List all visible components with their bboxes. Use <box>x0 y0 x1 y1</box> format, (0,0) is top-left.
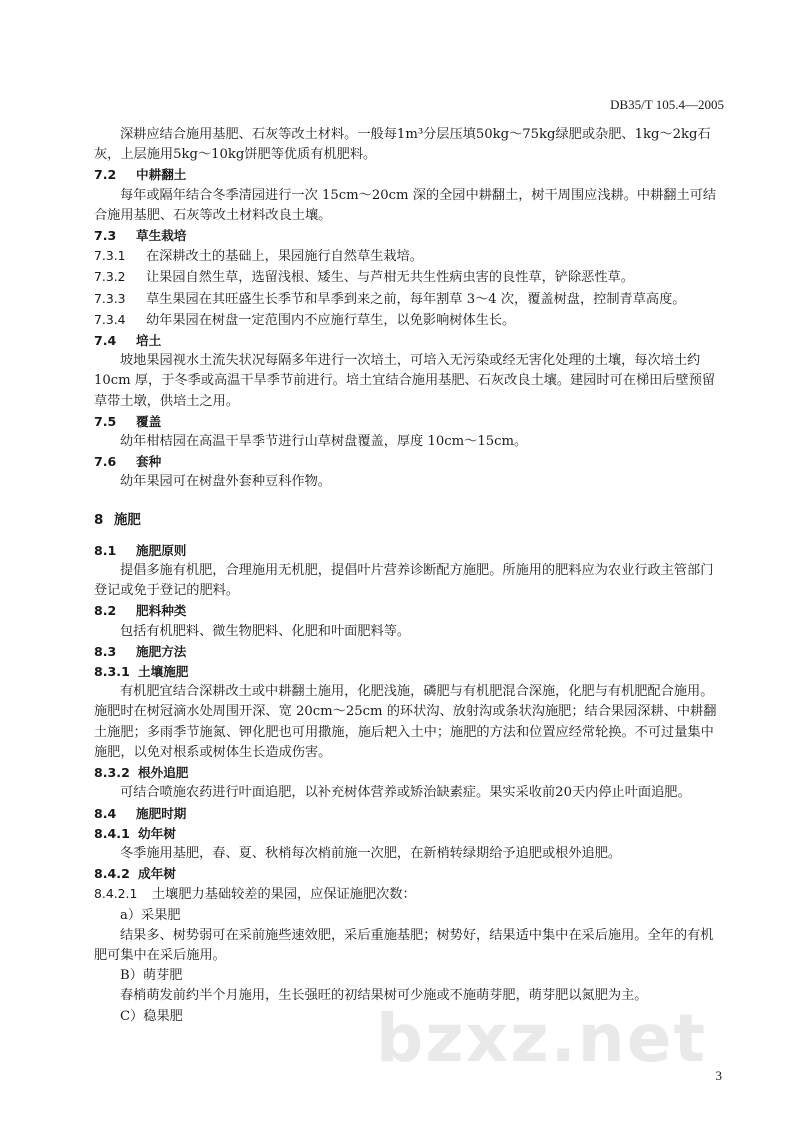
standard-code: DB35/T 105.4—2005 <box>610 97 724 112</box>
heading-8-3-2 <box>94 763 724 783</box>
clause-7-3-4 <box>94 310 724 331</box>
clause-number: 7.3.3 <box>94 290 126 306</box>
clause-text: 在深耕改土的基础上，果园施行自然草生栽培。 <box>146 249 423 265</box>
heading-8-3 <box>94 642 724 662</box>
heading-7-6 <box>94 452 724 472</box>
list-item-b-label: B）萌芽肥 <box>120 968 183 984</box>
clause-text: 土壤肥力基础较差的果园，应保证施肥次数： <box>152 887 416 903</box>
clause-7-3-1 <box>94 246 724 267</box>
clause-number: 7.3.4 <box>94 311 126 327</box>
heading-8-4 <box>94 804 724 824</box>
heading-7-3 <box>94 226 724 246</box>
clause-number: 7.3.1 <box>94 248 126 264</box>
list-item-a-label: a）采果肥 <box>120 907 181 923</box>
chapter-number: 8 <box>94 512 104 528</box>
section-number: 8.3.2 <box>94 765 130 781</box>
section-title: 施肥方法 <box>136 643 187 659</box>
paragraph-7-1-continued: 深耕应结合施用基肥、石灰等改土材料。一般每1m³分层压填50kg～75kg绿肥或杂肥、1kg～2kg石灰，上层施用5kg～10kg饼肥等优质有机肥料。 <box>94 127 711 163</box>
page-number: 3 <box>715 1068 722 1083</box>
heading-8-4-2 <box>94 864 724 884</box>
section-title: 套种 <box>136 454 162 470</box>
section-number: 7.2 <box>94 167 117 183</box>
paragraph-8-3-1: 有机肥宜结合深耕改土或中耕翻土施用，化肥浅施，磷肥与有机肥混合深施，化肥与有机肥配合施用。施肥时在树冠滴水处周围开深、宽 20cm～25cm 的环状沟、放射沟或条状沟施肥；结合果园深耕、中耕翻土施肥；多雨季节施氮、钾化肥也可用撒施，施后耙入土中；施肥的方法和位置应经常轮换。不可过量集中施肥，以免对根系或树体生长造成伤害。 <box>94 684 717 760</box>
list-item-b-text: 春梢萌发前约半个月施用，生长强旺的初结果树可少施或不施萌芽肥，萌芽肥以氮肥为主。 <box>120 988 648 1004</box>
paragraph-8-4-1: 冬季施用基肥，春、夏、秋梢每次梢前施一次肥，在新梢转绿期给予追肥或根外追肥。 <box>120 845 622 861</box>
clause-number: 8.4.2.1 <box>94 886 138 902</box>
section-title: 幼年树 <box>138 825 176 841</box>
section-number: 7.4 <box>94 333 117 349</box>
heading-8-4-1 <box>94 824 724 844</box>
section-number: 7.3 <box>94 228 117 244</box>
section-title: 根外追肥 <box>138 765 189 781</box>
paragraph-8-1: 提倡多施有机肥，合理施用无机肥，提倡叶片营养诊断配方施肥。所施用的肥料应为农业行政主管部门登记或免于登记的肥料。 <box>94 563 714 599</box>
clause-8-4-2-1 <box>94 884 724 905</box>
section-title: 草生栽培 <box>136 228 187 244</box>
section-title: 土壤施肥 <box>138 664 189 680</box>
clause-number: 7.3.2 <box>94 269 126 285</box>
section-number: 8.4.1 <box>94 825 130 841</box>
section-number: 8.1 <box>94 542 117 558</box>
section-number: 8.3 <box>94 643 117 659</box>
heading-7-4 <box>94 331 724 351</box>
heading-7-5 <box>94 412 724 432</box>
heading-8-1 <box>94 541 724 561</box>
section-title: 成年树 <box>138 866 176 882</box>
clause-7-3-2 <box>94 267 724 288</box>
paragraph-8-2: 包括有机肥料、微生物肥料、化肥和叶面肥料等。 <box>120 623 411 639</box>
heading-7-2 <box>94 165 724 185</box>
section-number: 8.4.2 <box>94 866 130 882</box>
chapter-title: 施肥 <box>114 512 141 528</box>
clause-text: 让果园自然生草，选留浅根、矮生、与芦柑无共生性病虫害的良性草，铲除恶性草。 <box>146 270 634 286</box>
clause-7-3-3 <box>94 289 724 310</box>
clause-text: 幼年果园在树盘一定范围内不应施行草生，以免影响树体生长。 <box>146 312 516 328</box>
section-title: 中耕翻土 <box>136 167 187 183</box>
section-number: 8.3.1 <box>94 664 130 680</box>
section-title: 施肥原则 <box>136 542 187 558</box>
paragraph-8-3-2: 可结合喷施农药进行叶面追肥，以补充树体营养或矫治缺素症。果实采收前20天内停止叶面追肥。 <box>120 785 691 801</box>
paragraph-7-6: 幼年果园可在树盘外套种豆科作物。 <box>120 474 331 490</box>
site-watermark: bzxz.net <box>376 1000 708 1077</box>
list-item-c-label: C）稳果肥 <box>120 1008 183 1024</box>
section-number: 8.2 <box>94 603 117 619</box>
chapter-8-heading <box>94 511 724 531</box>
section-title: 施肥时期 <box>136 805 187 821</box>
paragraph-7-5: 幼年柑桔园在高温干旱季节进行山草树盘覆盖，厚度 10cm～15cm。 <box>120 434 528 450</box>
section-number: 7.5 <box>94 413 117 429</box>
section-number: 8.4 <box>94 805 117 821</box>
paragraph-7-2: 每年或隔年结合冬季清园进行一次 15cm～20cm 深的全园中耕翻土，树干周围应浅耕。中耕翻土可结合施用基肥、石灰等改土材料改良土壤。 <box>94 187 717 223</box>
heading-8-2 <box>94 601 724 621</box>
section-title: 培土 <box>136 333 162 349</box>
section-title: 肥料种类 <box>136 603 187 619</box>
heading-8-3-1 <box>94 662 724 682</box>
section-number: 7.6 <box>94 454 117 470</box>
document-body <box>94 125 724 1027</box>
list-item-a-text: 结果多、树势弱可在采前施些速效肥，采后重施基肥；树势好，结果适中集中在采后施用。全年的有机肥可集中在采后施用。 <box>94 927 714 963</box>
section-title: 覆盖 <box>136 413 162 429</box>
clause-text: 草生果园在其旺盛生长季节和旱季到来之前，每年割草 3～4 次，覆盖树盘，控制青草高度。 <box>146 291 686 307</box>
paragraph-7-4: 坡地果园视水土流失状况每隔多年进行一次培土，可培入无污染或经无害化处理的土壤，每次培土约 10cm 厚，于冬季或高温干旱季节前进行。培土宜结合施用基肥、石灰改良土壤。建园时可在梯田后壁预留草带土墩，供培土之用。 <box>94 353 716 409</box>
